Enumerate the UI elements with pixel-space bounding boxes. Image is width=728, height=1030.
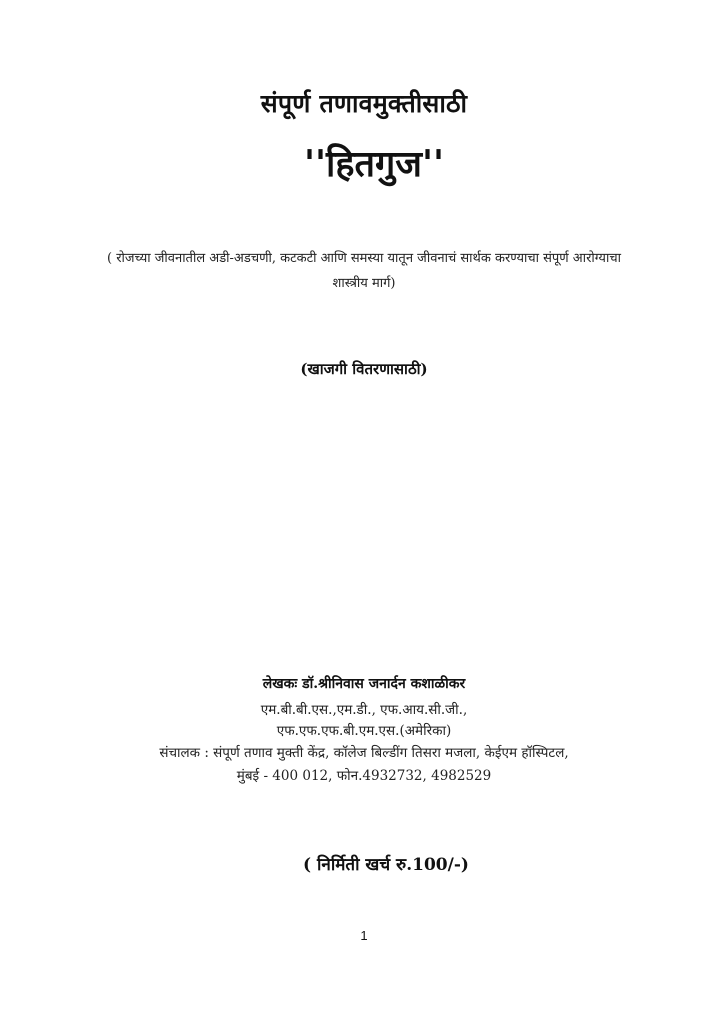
page-number: 1: [360, 928, 368, 943]
credentials-line-2: एफ.एफ.एफ.बी.एम.एस.(अमेरिका): [276, 723, 452, 739]
director-line: संचालक : संपूर्ण तणाव मुक्ती केंद्र, कॉलेज बिल्डींग तिसरा मजला, केईएम हॉस्पिटल,: [159, 745, 569, 761]
credentials-line-1: एम.बी.बी.एस.,एम.डी., एफ.आय.सी.जी.,: [260, 702, 468, 718]
address-line: मुंबई - 400 012, फोन.4932732, 4982529: [236, 768, 492, 784]
production-cost: ( निर्मिती खर्च रु.100/-): [303, 855, 469, 875]
document-title: ''हितगुज'': [303, 143, 445, 185]
private-distribution-note: (खाजगी वितरणासाठी): [300, 360, 428, 378]
author-name: लेखकः डॉ.श्रीनिवास जनार्दन कशाळीकर: [262, 676, 466, 692]
subtitle-line-1: ( रोजच्या जीवनातील अडी-अडचणी, कटकटी आणि समस्या यातून जीवनाचं सार्थक करण्याचा संपूर्ण आरोग्याचा: [107, 251, 621, 266]
heading-top: संपूर्ण तणावमुक्तीसाठी: [260, 89, 468, 118]
subtitle-line-2: शास्त्रीय मार्ग): [332, 276, 396, 291]
